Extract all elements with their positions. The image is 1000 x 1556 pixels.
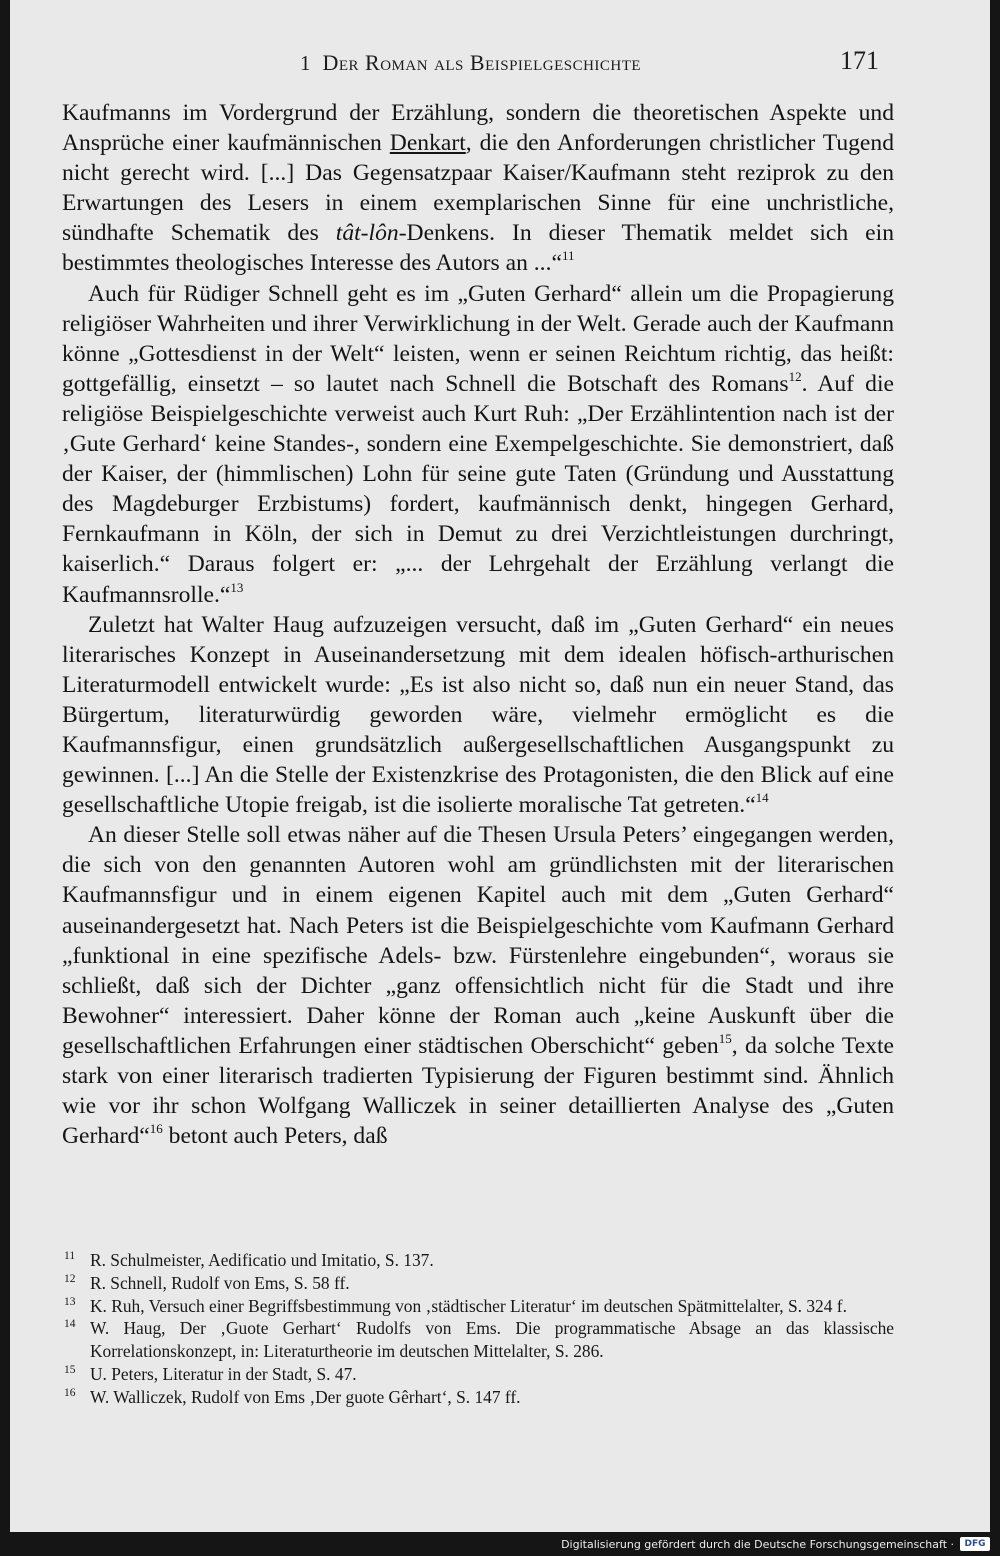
- footnotes: [62, 1249, 894, 1409]
- text-run: Denkart: [389, 130, 466, 157]
- page-header: [10, 42, 990, 78]
- text-run: An dieser Stelle soll etwas näher auf die Thesen Ursula Peters’ eingegangen werden, die sich von den genannten Autoren wohl am gründlichsten mit der literarischen Kaufmannsfigur und in einem eigenen Kapitel auch mit dem „Guten Gerhard“ auseinandergesetzt hat. Nach Peters ist die Beispielgeschichte vom Kaufmann Gerhard „funktional in eine spezifische Adels- bzw. Fürstenlehre eingebunden“, woraus sie schließt, daß sich der Dichter „ganz offensichtlich nicht für die Stadt und ihre Bewohner“ interessiert. Daher könne der Roman auch „keine Auskunft über die gesellschaftlichen Erfahrungen einer städtischen Oberschicht“ geben: [62, 822, 894, 1059]
- footnote-number: 15: [64, 1363, 76, 1376]
- text-run: tât-lôn: [335, 220, 399, 247]
- text-run: betont auch Peters, daß: [162, 1123, 388, 1150]
- footnote: [62, 1386, 894, 1409]
- text-run: Zuletzt hat Walter Haug aufzuzeigen versucht, daß im „Guten Gerhard“ ein neues literarisches Konzept in Auseinandersetzung mit dem idealen höfisch-arthurischen Literaturmodell entwickelt wurde: „Es ist also nicht so, daß nun ein neuer Stand, das Bürgertum, literaturwürdig geworden wäre, vielmehr ermöglicht es die Kaufmannsfigur, einen grundsätzlich außergesellschaftlichen Ausgangspunkt zu gewinnen. [...] An die Stelle der Existenzkrise des Protagonisten, die den Blick auf eine gesellschaftliche Utopie freigab, ist die isolierte moralische Tat getreten.“: [62, 611, 894, 819]
- footnote-number: 16: [64, 1386, 76, 1399]
- text-run: , da solche Texte stark von einer literarisch tradierten Typisierung der Figuren bestimmt sind. Ähnlich wie vor ihr schon Wolfgang Walliczek in seiner detaillierten Analyse des „Guten Gerhard“: [62, 1032, 894, 1150]
- text-run: . Auf die religiöse Beispielgeschichte verweist auch Kurt Ruh: „Der Erzählintention nach ist der ‚Gute Gerhard‘ keine Standes-, sondern eine Exempelgeschichte. Sie demonstriert, daß der Kaiser, der (himmlischen) Lohn für seine gute Taten (Gründung und Ausstattung des Magdeburger Erzbistums) fordert, kaufmännisch denkt, hingegen Gerhard, Fernkaufmann in Köln, der sich in Demut zu drei Verzichtleistungen durchringt, kaiserlich.“ Daraus folgert er: „... der Lehrgehalt der Erzählung verlangt die Kaufmannsrolle.“: [62, 370, 894, 608]
- footnote-ref: 14: [755, 790, 769, 806]
- footnote-ref: 15: [718, 1030, 732, 1046]
- book-page: [10, 0, 990, 1532]
- paragraph: [62, 98, 894, 279]
- paragraph: [62, 820, 894, 1151]
- footnote-text: K. Ruh, Versuch einer Begriffsbestimmung von ‚städtischer Literatur‘ im deutschen Spätmittelalter, S. 324 f.: [90, 1295, 847, 1316]
- footnote-number: 12: [64, 1272, 76, 1285]
- text-run: , die den Anforderungen christlicher Tugend nicht gerecht wird. [...] Das Gegensatzpaar Kaiser/Kaufmann steht reziprok zu den Erwartungen des Lesers in einem exemplarischen Sinne für eine unchristliche, sündhafte Schematik des: [62, 130, 894, 247]
- dfg-logo-icon: DFG: [960, 1537, 990, 1551]
- text-run: Kaufmanns im Vordergrund der Erzählung, sondern die theoretischen Aspekte und Ansprüche einer kaufmännischen: [62, 100, 894, 157]
- page-number: 171: [840, 46, 879, 75]
- footnote: [62, 1363, 894, 1386]
- footnote-number: 13: [64, 1295, 76, 1308]
- footnote: [62, 1295, 894, 1318]
- footnote-ref: 12: [788, 368, 802, 384]
- footnote: [62, 1317, 894, 1363]
- footnote-text: W. Haug, Der ‚Guote Gerhart‘ Rudolfs von Ems. Die programmatische Absage an das klassische Korrelationskonzept, in: Literaturtheorie im deutschen Mittelalter, S. 286.: [90, 1318, 894, 1362]
- footnote-number: 11: [64, 1250, 76, 1262]
- chapter-number: 1: [300, 51, 311, 75]
- footer-bar: [0, 1532, 1000, 1556]
- text-run: -Denkens. In dieser Thematik meldet sich ein bestimmtes theologisches Interesse des Autors an ...“: [62, 220, 894, 277]
- footnote-text: R. Schnell, Rudolf von Ems, S. 58 ff.: [90, 1272, 350, 1293]
- footnote-ref: 13: [230, 579, 244, 595]
- body-text: [62, 98, 894, 1151]
- footnote-text: U. Peters, Literatur in der Stadt, S. 47.: [90, 1363, 357, 1384]
- footnote-ref: 16: [149, 1121, 163, 1137]
- digitization-credit: Digitalisierung gefördert durch die Deutsche Forschungsgemeinschaft ·: [561, 1538, 954, 1551]
- footnote-ref: 11: [561, 248, 575, 264]
- paragraph: [62, 279, 894, 610]
- footnote-number: 14: [64, 1318, 76, 1331]
- paragraph: [62, 610, 894, 821]
- text-run: Auch für Rüdiger Schnell geht es im „Guten Gerhard“ allein um die Propagierung religiöser Wahrheiten und ihrer Verwirklichung in der Welt. Gerade auch der Kaufmann könne „Gottesdienst in der Welt“ leisten, wenn er seinen Reichtum richtig, das heißt: gottgefällig, einsetzt – so lautet nach Schnell die Botschaft des Romans: [62, 280, 894, 397]
- chapter-title: Der Roman als Beispielgeschichte: [322, 50, 642, 75]
- footnote: [62, 1249, 894, 1272]
- running-head: [300, 50, 641, 76]
- footnote: [62, 1272, 894, 1295]
- footnote-text: W. Walliczek, Rudolf von Ems ‚Der guote Gêrhart‘, S. 147 ff.: [90, 1386, 521, 1407]
- footnote-text: R. Schulmeister, Aedificatio und Imitatio, S. 137.: [90, 1250, 434, 1270]
